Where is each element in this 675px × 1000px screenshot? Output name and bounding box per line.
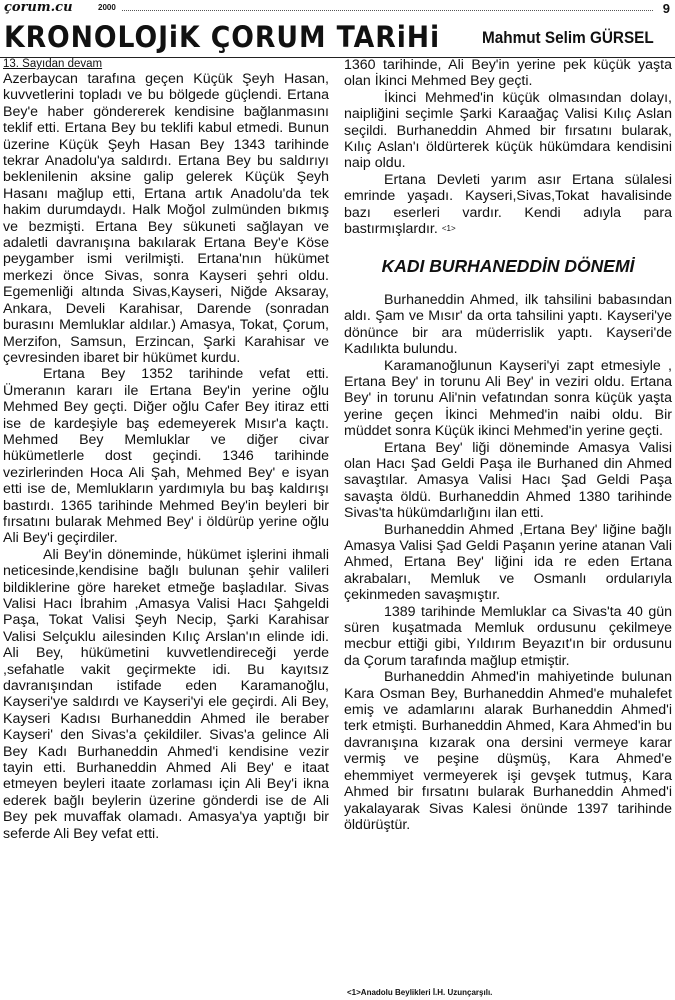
section-heading: KADI BURHANEDDİN DÖNEMİ [381,255,635,276]
article-title: KRONOLOJiK ÇORUM TARiHi [4,20,441,54]
paragraph: Karamanoğlunun Kayseri'yi zapt etmesiyle , Ertana Bey' in torunu Ali Bey' in veziri oldu. Ertana Bey' in torunu Ali'nin vefatından sonra küçük yaşta yerine geçen İkinci Mehmed'in naibi oldu. Bir müddet sonra Küçük ikinci Mehmed'in yerine geçti. [344,357,672,440]
paragraph-text: Ertana Devleti yarım asır Ertana sülalesi emrinde yaşadı. Kayseri,Sivas,Tokat havalisinde bazı eserleri vardır. Kendi adıyla para bastırmışlardır. [344,171,672,238]
footnote: <1>Anadolu Beylikleri İ.H. Uzunçarşılı. [347,988,493,997]
author-name: Mahmut Selim GÜRSEL [482,28,654,47]
paragraph: Azerbaycan tarafına geçen Küçük Şeyh Hasan, kuvvetlerini topladı ve bu bölgede güçlendi. Ertana Bey'e haber göndererek kendisine bağlanmasını teklif etti. Ertana Bey bu teklifi kabul etmedi. Bunun üzerine Küçük Şeyh Hasan Bey 1343 tarihinde tekrar Anadolu'ya saldırdı. Ertana Bey bu saldırıyı beklenilenin aksine galip gelerek Küçük Şeyh Hasanı mağlup etti, Ertana artık Anadolu'da tek hakim durumdaydı. Halk Moğol zulmünden bıkmış ve bezmişti. Ertana Bey sükuneti sağlayan ve adaletli davranışına bakılarak Ertana Bey'e Köse peygamber ismi verilmişti. Ertana'nın hükümet merkezi önce Sivas, sonra Kayseri şehri oldu. Egemenliği altında Sivas,Kayseri, Niğde Aksaray, Ankara, Develi Karahisar, Darende (sonradan burasını Memluklar aldılar.) Amasya, Tokat, Çorum, Merzifon, Samsun, Erzincan, Şarki Karahisar ve çevresinden ibaret bir hükümet kurdu. [3,71,329,366]
issue-year: 2000 [98,3,116,12]
paragraph: Ertana Bey' liği döneminde Amasya Valisi olan Hacı Şad Geldi Paşa ile Burhaned din Ahmed savaştılar. Amasya Valisi Hacı Şad Geldi Paşa savaşta öldü. Burhaneddin Ahmed 1380 tarihinde Sivas'ta hükümdarlığını ilan etti. [344,439,672,522]
paragraph: 1389 tarihinde Memluklar ca Sivas'ta 40 gün süren kuşatmada Memluk ordusunu çekilmeye mecbur ettiği gibi, Yıldırım Beyazıt'ın bir ordusunu da Çorum tarafında mağlup etmiştir. [344,603,672,669]
footnote-marker: <1> [441,224,456,234]
header-dotted-rule [122,10,653,11]
right-column [344,57,672,833]
paragraph: Ertana Bey 1352 tarihinde vefat etti. Ümeranın kararı ile Ertana Bey'in yerine oğlu Mehmed Bey geçti. Diğer oğlu Cafer Bey itiraz etti ise de kardeşiyle baş edemeyerek Mısır'a kaçtı. Mehmed Bey Memluklar ve diğer civar hükümetlerle dost geçindi. 1346 tarihinde vezirlerinden Hoca Ali Şah, Mehmed Bey' e isyan etti ise de, Memlukların yardımıyla bu baş kaldırışı bastırdı. 1365 tarihinde Mehmed Bey'in beyleri bir fırsatını bularak Mehmed Bey' i öldürüp yerine oğlu Ali Bey'i geçirdiler. [3,366,329,547]
paragraph: Burhaneddin Ahmed ,Ertana Bey' liğine bağlı Amasya Valisi Şad Geldi Paşanın yerine atanan Vali Ahmed, Ertana Bey' liğini ida re eden Ertana akrabaları, Memluk ve Osmanlı ordularıyla çekinmeden savaşmıştır. [344,521,672,604]
paragraph [344,172,672,238]
magazine-brand: çorum.cu [4,0,73,15]
paragraph: Burhaneddin Ahmed, ilk tahsilini babasından aldı. Şam ve Mısır' da orta tahsilini yaptı. Kayseri'ye dönünce bir ara müderrislik yaptı. Kayseri'de Kadılıkta bulundu. [344,291,672,358]
paragraph: Burhaneddin Ahmed'in mahiyetinde bulunan Kara Osman Bey, Burhaneddin Ahmed'e muhalefet emiş ve adamlarını alarak Burhaneddin Ahmed'i terk etmişti. Burhaneddin Ahmed, Kara Ahmed'in bu davranışına kızarak ona dersini vermeye karar vermiş ve peşine düşmüş, Kara Ahmed'e ehemmiyet vermeyerek işi gevşek tutmuş, Kara Ahmed bir fırsatını bularak Burhaneddin Ahmed'i yakalayarak Sivas Kalesi önünde 1397 tarihinde öldürüştür. [344,669,672,833]
paragraph: Ali Bey'in döneminde, hükümet işlerini ihmali neticesinde,kendisine bağlı bulunan şehir valileri bildiklerine göre hareket etmeğe başladılar. Sivas Valisi Hacı İbrahim ,Amasya Valisi Hacı Şahgeldi Paşa, Tokat Valisi Şeyh Necip, Şarki Karahisar Valisi Selçuklu ailesinden Kılıç Arslan'ın elinde idi. Ali Bey, hükümetini kuvvetlendireceği yerde ,sefahatle vakit geçirmekte idi. Bu kayıtsız davranışından istifade eden Karamanoğlu, Kayseri'ye saldırdı ve Kayseri'yi ele geçirdi. Ali Bey, Kayseri Kadısı Burhaneddin Ahmed ile beraber Kayseri' den Sivas'a çekildiler. Sivas'a gelince Ali Bey Kadı Burhaneddin Ahmed'i kendisine vezir tayin etti. Burhaneddin Ahmed Ali Bey' e itaat etmeyen beyleri itaate zorlaması için Ali Bey'i ikna ederek bağlı beylerin üzerine gönderdi ise de Ali Bey pek muvaffak olamadı. Amasya'ya yaptığı bir seferde Ali Bey vefat etti. [3,546,329,842]
paragraph: 1360 tarihinde, Ali Bey'in yerine pek küçük yaşta olan İkinci Mehmed Bey geçti. [344,57,672,90]
paragraph: İkinci Mehmed'in küçük olmasından dolayı, naipliğini seçimle Şarki Karaağaç Valisi Kılıç Aslan seçildi. Burhaneddin Ahmed bir fırsatını bularak, Kılıç Aslan'ı öldürterek küçük hükümdara kendisini naip oldu. [344,89,672,172]
left-column [3,58,329,842]
page-number: 9 [662,1,670,16]
page-header [0,0,675,20]
continuation-label: 13. Sayıdan devam [3,58,103,70]
